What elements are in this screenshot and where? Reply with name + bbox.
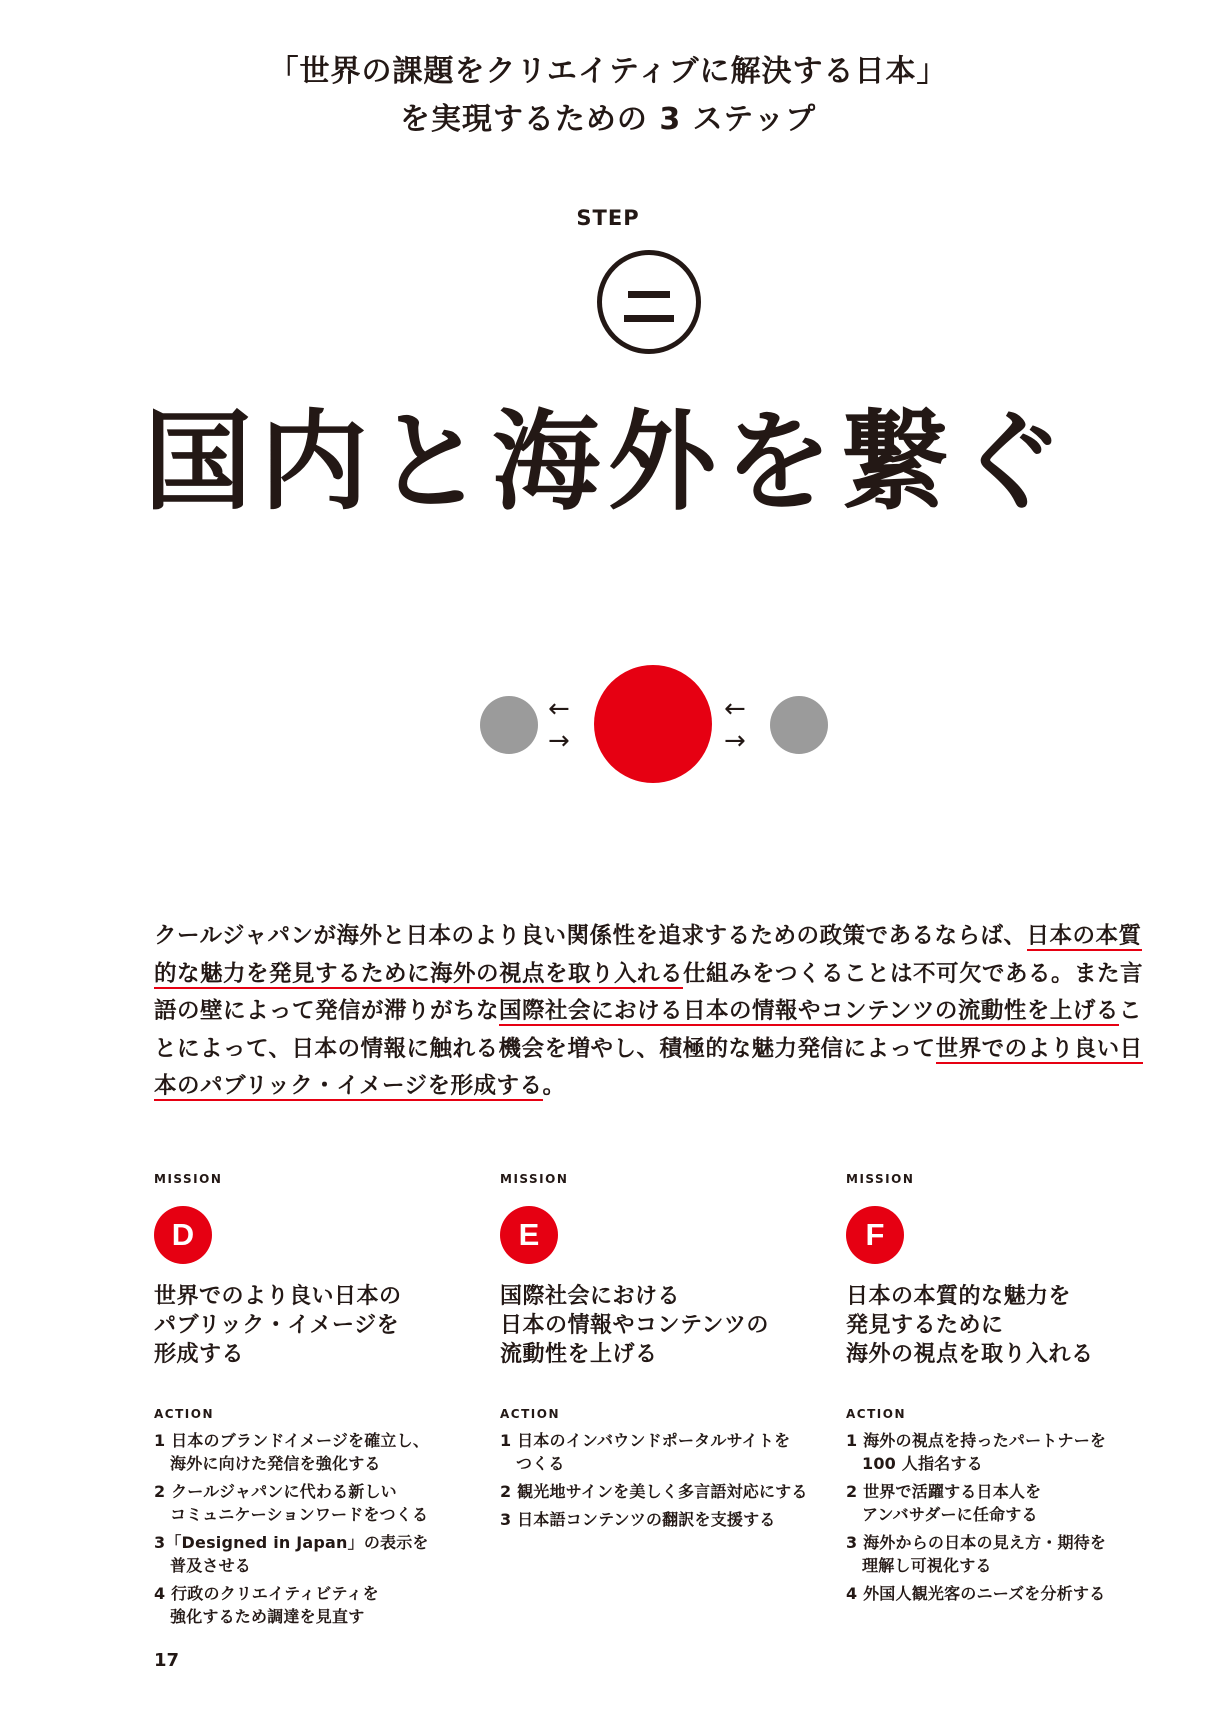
action-list bbox=[846, 1429, 1166, 1605]
action-item bbox=[846, 1582, 1166, 1605]
gray-dot-left bbox=[480, 696, 538, 754]
action-line: 2 世界で活躍する日本人を bbox=[846, 1482, 1042, 1501]
mission-title-line: 日本の本質的な魅力を bbox=[846, 1284, 1072, 1309]
body-highlight: 日本の本質的な魅力を発見するために海外の視点を取り入れる bbox=[154, 923, 1142, 987]
action-label: ACTION bbox=[154, 1407, 214, 1421]
action-item bbox=[154, 1480, 474, 1526]
action-line: アンバサダーに任命する bbox=[862, 1505, 1038, 1524]
action-list bbox=[500, 1429, 820, 1531]
mission-title-line: 国際社会における bbox=[500, 1284, 681, 1309]
mission-title-line: 流動性を上げる bbox=[500, 1342, 658, 1367]
action-item bbox=[154, 1531, 474, 1577]
action-line: 普及させる bbox=[170, 1556, 252, 1575]
action-line: 3 海外からの日本の見え方・期待を bbox=[846, 1533, 1107, 1552]
arrow-left-icon: ← bbox=[724, 694, 746, 724]
action-item bbox=[154, 1429, 474, 1475]
action-line: 1 海外の視点を持ったパートナーを bbox=[846, 1431, 1107, 1450]
action-item bbox=[500, 1429, 820, 1475]
body-paragraph bbox=[154, 918, 1154, 1106]
step-number-circle bbox=[597, 250, 701, 354]
mission-letter-badge: F bbox=[846, 1206, 904, 1264]
mission-letter-badge: D bbox=[154, 1206, 212, 1264]
body-text-segment: ことによって、日本の情報に触れる機会を増やし、積極的な魅力発信によって bbox=[154, 998, 1142, 1062]
mission-label: MISSION bbox=[154, 1172, 223, 1186]
mission-e bbox=[500, 1172, 820, 1536]
action-label: ACTION bbox=[846, 1407, 906, 1421]
gray-dot-right bbox=[770, 696, 828, 754]
action-line: 1 日本のブランドイメージを確立し、 bbox=[154, 1431, 430, 1450]
page-number: 17 bbox=[154, 1650, 180, 1671]
header-line-2: を実現するための 3 ステップ bbox=[399, 102, 817, 137]
step-number-stroke-top bbox=[628, 291, 670, 298]
mission-title-line: 海外の視点を取り入れる bbox=[846, 1342, 1094, 1367]
mission-title bbox=[154, 1282, 474, 1369]
action-item bbox=[500, 1508, 820, 1531]
mission-title-line: 形成する bbox=[154, 1342, 245, 1367]
mission-letter-badge: E bbox=[500, 1206, 558, 1264]
mission-f bbox=[846, 1172, 1166, 1610]
header-line-1: 「世界の課題をクリエイティブに解決する日本」 bbox=[268, 54, 948, 89]
action-label: ACTION bbox=[500, 1407, 560, 1421]
mission-label: MISSION bbox=[846, 1172, 915, 1186]
action-line: 2 観光地サインを美しく多言語対応にする bbox=[500, 1482, 808, 1501]
step-number-stroke-bottom bbox=[624, 315, 674, 322]
body-highlight: 世界でのより良い日本のパブリック・イメージを形成する bbox=[154, 1035, 1143, 1099]
action-line: 4 外国人観光客のニーズを分析する bbox=[846, 1584, 1106, 1603]
action-line: 海外に向けた発信を強化する bbox=[170, 1454, 381, 1473]
red-dot-center bbox=[594, 665, 712, 783]
action-list bbox=[154, 1429, 474, 1628]
mission-title-line: 日本の情報やコンテンツの bbox=[500, 1313, 769, 1338]
body-text-segment: クールジャパンが海外と日本のより良い関係性を追求するための政策であるならば、 bbox=[154, 923, 1027, 949]
body-text-segment: 。 bbox=[542, 1073, 566, 1099]
action-line: 100 人指名する bbox=[862, 1454, 983, 1473]
mission-label: MISSION bbox=[500, 1172, 569, 1186]
connection-diagram bbox=[470, 660, 830, 790]
step-label: STEP bbox=[576, 206, 640, 230]
arrow-right-icon: → bbox=[724, 726, 746, 756]
action-item bbox=[154, 1582, 474, 1628]
action-line: 強化するため調達を見直す bbox=[170, 1607, 365, 1626]
mission-title-line: 世界でのより良い日本の bbox=[154, 1284, 402, 1309]
page-header bbox=[0, 48, 1216, 144]
action-line: つくる bbox=[516, 1454, 565, 1473]
action-item bbox=[500, 1480, 820, 1503]
mission-title bbox=[500, 1282, 820, 1369]
body-highlight: 国際社会における日本の情報やコンテンツの流動性を上げる bbox=[499, 998, 1119, 1024]
action-item bbox=[846, 1480, 1166, 1526]
action-line: コミュニケーションワードをつくる bbox=[170, 1505, 429, 1524]
action-item bbox=[846, 1429, 1166, 1475]
main-title: 国内と海外を繋ぐ bbox=[143, 400, 1072, 525]
arrow-right-icon: → bbox=[548, 726, 570, 756]
action-line: 3「Designed in Japan」の表示を bbox=[154, 1533, 429, 1552]
mission-title bbox=[846, 1282, 1166, 1369]
action-line: 3 日本語コンテンツの翻訳を支援する bbox=[500, 1510, 776, 1529]
action-line: 理解し可視化する bbox=[862, 1556, 992, 1575]
action-line: 2 クールジャパンに代わる新しい bbox=[154, 1482, 397, 1501]
arrow-left-icon: ← bbox=[548, 694, 570, 724]
action-item bbox=[846, 1531, 1166, 1577]
mission-title-line: パブリック・イメージを bbox=[154, 1313, 400, 1338]
mission-d bbox=[154, 1172, 474, 1633]
mission-title-line: 発見するために bbox=[846, 1313, 1004, 1338]
action-line: 1 日本のインバウンドポータルサイトを bbox=[500, 1431, 791, 1450]
body-text-segment: 仕組みをつくることは不可欠である。また言語の壁によって発信が滞りがちな bbox=[154, 960, 1144, 1024]
action-line: 4 行政のクリエイティビティを bbox=[154, 1584, 379, 1603]
